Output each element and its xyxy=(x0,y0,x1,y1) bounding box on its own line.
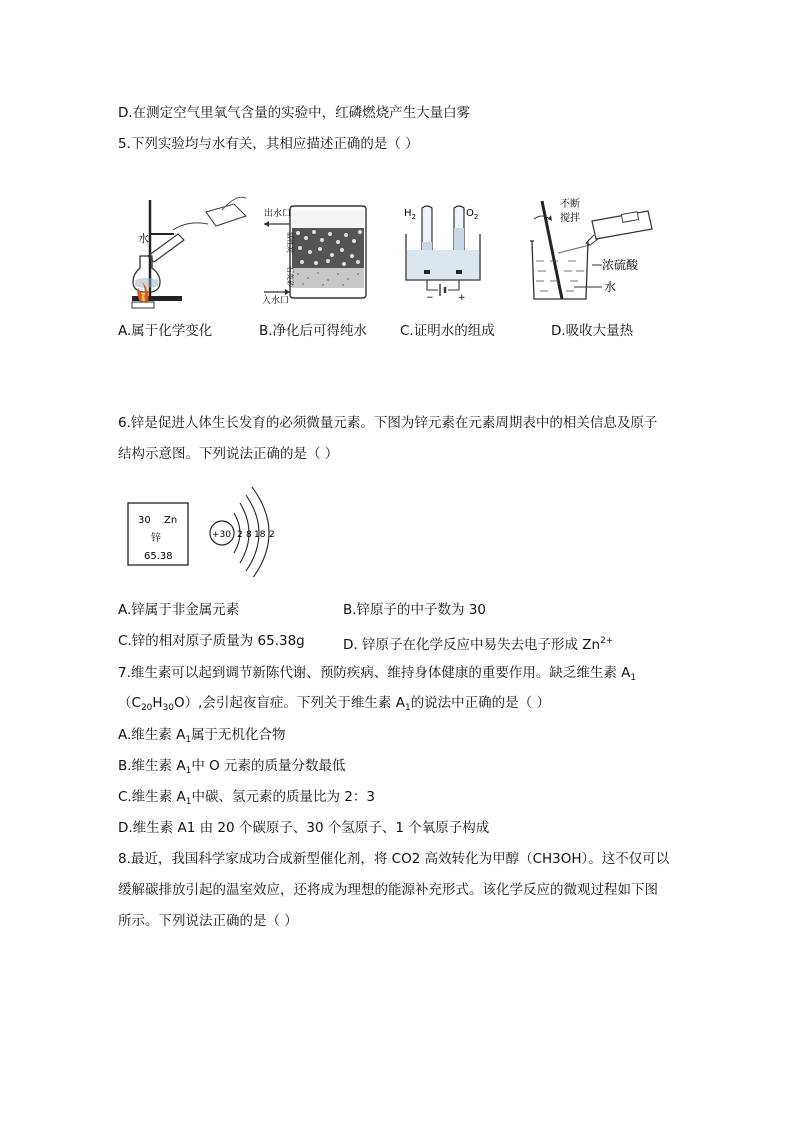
q5-option-a: A.属于化学变化 xyxy=(118,323,213,339)
q5-figure-b-outlet-label: 出水口 xyxy=(264,209,292,219)
element-cell-number: 30 xyxy=(138,515,151,526)
q5-option-d: D.吸收大量热 xyxy=(551,323,634,339)
q5-figure-c xyxy=(398,200,488,302)
atom-shell-1: 2 xyxy=(237,530,243,540)
q6-figure xyxy=(126,485,286,577)
q6-option-b: B.锌原子的中子数为 30 xyxy=(343,602,487,618)
q5-figure-c-minus-label: − xyxy=(426,293,434,302)
q8-stem-line-1: 8.最近，我国科学家成功合成新型催化剂，将 CO2 高效转化为甲醇（CH3OH）。这不仅可以 xyxy=(118,851,670,867)
q5-figure-b xyxy=(262,200,372,305)
q6-stem-line-2: 结构示意图。下列说法正确的是（ ） xyxy=(118,446,339,462)
q6-stem-line-1: 6.锌是促进人体生长发育的必须微量元素。下图为锌元素在元素周期表中的相关信息及原子 xyxy=(118,415,658,431)
q6-option-c: C.锌的相对原子质量为 65.38g xyxy=(118,633,305,649)
q5-figure-a xyxy=(118,190,248,310)
atom-shell-3: 18 xyxy=(254,530,266,540)
q5-option-b: B.净化后可得纯水 xyxy=(259,323,368,339)
q5-figure-d-stir-label-1: 不断 xyxy=(560,199,580,210)
q6-option-a: A.锌属于非金属元素 xyxy=(118,602,240,618)
q7-stem-line-1: 7.维生素可以起到调节新陈代谢、预防疾病、维持身体健康的重要作用。缺乏维生素 $A_1$ xyxy=(118,665,637,683)
q5-figure-b-layer2-label: 石英砂 xyxy=(286,266,294,287)
svg-text:O2: $O_2$ xyxy=(466,208,479,221)
q7-option-a: A.维生素 $A_1$属于无机化合物 xyxy=(118,727,286,745)
q7-option-d: D.维生素 A1 由 20 个碳原子、30 个氢原子、1 个氧原子构成 xyxy=(118,820,490,836)
q5-figure-c-h2-label: H xyxy=(404,208,412,219)
element-cell-mass: 65.38 xyxy=(144,551,173,562)
q5-stem: 5.下列实验均与水有关，其相应描述正确的是（ ） xyxy=(118,136,419,152)
q5-figure-c-o2-label: O xyxy=(466,208,474,219)
q5-option-c: C.证明水的组成 xyxy=(400,323,495,339)
q5-figure-b-layer1-label: 活性炭 xyxy=(286,232,294,253)
atom-shell-2: 8 xyxy=(246,530,252,540)
q5-figure-b-inlet-label: 入水口 xyxy=(262,296,290,305)
q5-figure-d xyxy=(528,195,668,305)
q5-figure-d-stir-label-2: 搅拌 xyxy=(560,213,580,224)
svg-text:H2: $H_2$ xyxy=(404,208,416,221)
q6-option-d: D. 锌原子在化学反应中易失去电子形成 $Zn^{2+}$ xyxy=(343,636,614,653)
q7-stem-line-2: $(C_{20}H_{30}O)$,会引起夜盲症。下列关于维生素 $A_1$的说法中正确的是（ ） xyxy=(118,695,550,713)
q7-option-b: B.维生素 $A_1$中 O 元素的质量分数最低 xyxy=(118,758,346,776)
q7-option-c: C.维生素 $A_1$中碳、氢元素的质量比为 2：3 xyxy=(118,789,375,807)
q5-figure-d-acid-label: 浓硫酸 xyxy=(602,258,639,272)
element-cell-name: 锌 xyxy=(151,533,161,544)
element-cell-symbol: Zn xyxy=(164,515,178,526)
q8-stem-line-2: 缓解碳排放引起的温室效应，还将成为理想的能源补充形式。该化学反应的微观过程如下图 xyxy=(118,882,658,898)
q8-stem-line-3: 所示。下列说法正确的是（ ） xyxy=(118,913,298,929)
q5-figure-a-water-label: 水 xyxy=(138,232,149,245)
q5-figure-d-water-label: 水 xyxy=(604,280,617,294)
atom-shell-4: 2 xyxy=(269,530,275,540)
q5-figure-c-plus-label: + xyxy=(458,293,466,302)
q4-option-d: D.在测定空气里氧气含量的实验中，红磷燃烧产生大量白雾 xyxy=(118,105,471,121)
atom-nucleus-label: +30 xyxy=(212,530,231,540)
